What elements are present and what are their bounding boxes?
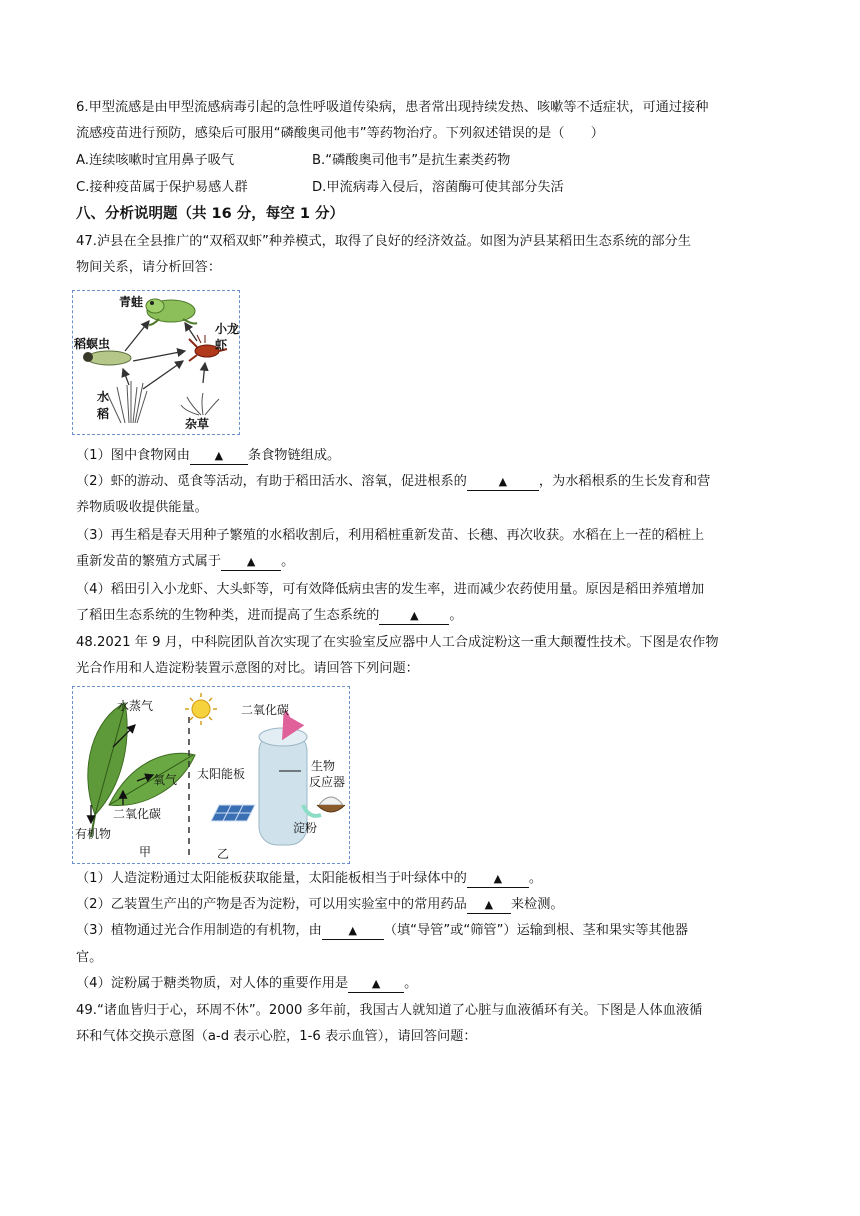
rice-image (107, 381, 147, 423)
food-web-figure (72, 290, 240, 435)
q47-subq2-line2: 养物质吸收提供能量。 (76, 500, 208, 515)
starch-bowl-image (317, 797, 345, 812)
sun-icon (185, 693, 217, 725)
label-rice: 水稻 (97, 390, 110, 421)
q48-blank-2: ▲ (467, 897, 511, 914)
solar-panel-image (211, 805, 255, 821)
q47-subq3: 重新发苗的繁殖方式属于 ▲ 。 (76, 554, 295, 569)
q48-subq1: （1）人造淀粉通过太阳能板获取能量，太阳能板相当于叶绿体中的 ▲ 。 (76, 871, 543, 886)
q47-subq4: 了稻田生态系统的生物种类，进而提高了生态系统的 ▲ 。 (76, 608, 463, 623)
label-borer: 稻螟虫 (74, 337, 111, 351)
q49-stem-line1: 49.“诸血皆归于心，环周不休”。2000 多年前，我国古人就知道了心脏与血液循环有关。下图是人体血液循 (76, 1003, 703, 1018)
q6-stem-line2: 流感疫苗进行预防，感染后可服用“磷酸奥司他韦”等药物治疗。下列叙述错误的是（ ） (76, 126, 604, 141)
weed-image (181, 393, 219, 415)
q47-stem-line2: 物间关系，请分析回答： (76, 260, 222, 275)
label-crayfish: 小龙虾 (215, 322, 240, 352)
label-starch: 淀粉 (293, 821, 318, 835)
q48-blank-4: ▲ (348, 976, 404, 993)
q48-subq2: （2）乙装置生产出的产物是否为淀粉，可以用实验室中的常用药品 ▲ 来检测。 (76, 897, 564, 912)
label-weed: 杂草 (185, 417, 210, 431)
label-oxygen: 氧气 (153, 773, 178, 787)
label-bio-2: 反应器 (309, 775, 346, 789)
q47-subq1: （1）图中食物网由 ▲ 条食物链组成。 (76, 448, 341, 463)
q47-blank-1: ▲ (190, 448, 248, 465)
q47-blank-2: ▲ (467, 474, 539, 491)
q47-subq4-line1: （4）稻田引入小龙虾、大头虾等，可有效降低病虫害的发生率，进而减少农药使用量。原因是稻田养殖增加 (76, 582, 705, 597)
q48-blank-3: ▲ (322, 923, 384, 940)
section-heading: 八、分析说明题（共 16 分，每空 1 分） (76, 206, 344, 222)
q48-stem-line2: 光合作用和人造淀粉装置示意图的对比。请回答下列问题： (76, 661, 419, 676)
frog-image (146, 299, 197, 325)
q6-option-a: A.连续咳嗽时宜用鼻子吸气 (76, 153, 235, 168)
q48-subq3-line2: 官。 (76, 950, 103, 965)
q49-stem-line2: 环和气体交换示意图（a-d 表示心腔，1-6 表示血管），请回答问题： (76, 1029, 477, 1044)
label-frog: 青蛙 (119, 295, 144, 309)
label-organic-matter: 有机物 (75, 827, 112, 841)
q47-subq2: （2）虾的游动、觅食等活动，有助于稻田活水、溶氧，促进根系的 ▲ ，为水稻根系的生长发育和营 (76, 474, 711, 489)
q48-subq4: （4）淀粉属于糖类物质，对人体的重要作用是 ▲ 。 (76, 976, 418, 991)
label-solar-panel: 太阳能板 (197, 767, 246, 781)
q48-subq3: （3）植物通过光合作用制造的有机物，由 ▲ （填“导管”或“筛管”）运输到根、茎和果实等其他器 (76, 923, 689, 938)
label-water-vapor: 水蒸气 (117, 699, 154, 713)
rice-borer-image (83, 351, 131, 365)
label-yi: 乙 (217, 847, 230, 861)
label-bio-1: 生物 (311, 759, 336, 773)
q47-subq3-line1: （3）再生稻是春天用种子繁殖的水稻收割后，利用稻桩重新发苗、长穗、再次收获。水稻在上一茬的稻桩上 (76, 528, 705, 543)
starch-synthesis-figure (72, 686, 350, 864)
label-jia: 甲 (139, 845, 152, 859)
q6-option-d: D.甲流病毒入侵后，溶菌酶可使其部分失活 (312, 180, 564, 195)
q6-stem-line1: 6.甲型流感是由甲型流感病毒引起的急性呼吸道传染病，患者常出现持续发热、咳嗽等不适症状，可通过接种 (76, 100, 709, 115)
q6-option-b: B.“磷酸奥司他韦”是抗生素类药物 (312, 153, 511, 168)
q47-blank-4: ▲ (379, 608, 449, 625)
q48-blank-1: ▲ (467, 871, 529, 888)
label-co2-top: 二氧化碳 (241, 703, 290, 717)
q47-blank-3: ▲ (221, 554, 281, 571)
q48-stem-line1: 48.2021 年 9 月，中科院团队首次实现了在实验室反应器中人工合成淀粉这一重大颠覆性技术。下图是农作物 (76, 635, 719, 650)
label-co2-left: 二氧化碳 (113, 807, 162, 821)
q6-option-c: C.接种疫苗属于保护易感人群 (76, 180, 248, 195)
q47-stem-line1: 47.泸县在全县推广的“双稻双虾”种养模式，取得了良好的经济效益。如图为泸县某稻田生态系统的部分生 (76, 234, 691, 249)
